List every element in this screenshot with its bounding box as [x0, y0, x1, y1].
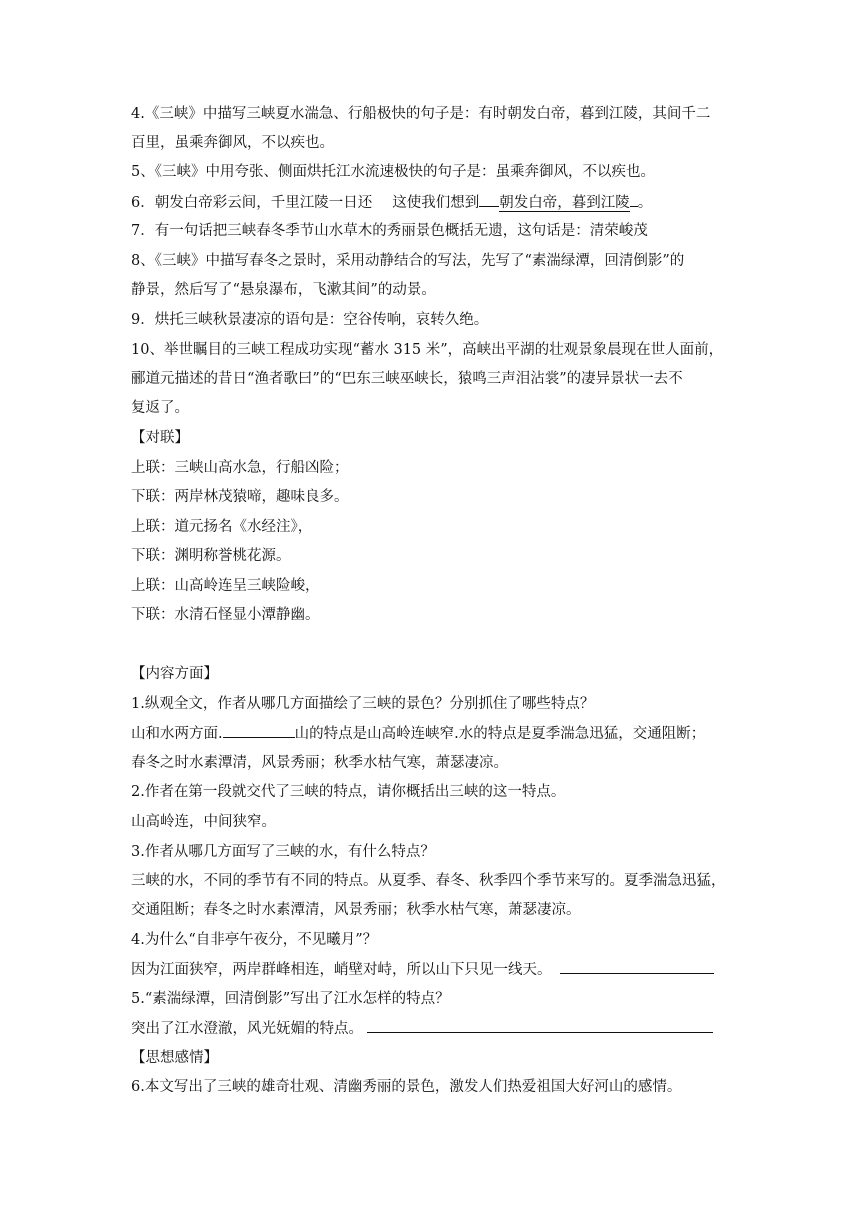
answer-1-blank — [223, 723, 295, 738]
answer-5-text: 突出了江水澄澈，风光妩媚的特点。 — [131, 1021, 363, 1037]
question-4: 4.为什么“自非亭午夜分，不见曦月”？ — [131, 932, 378, 948]
answer-2: 山高岭连，中间狭窄。 — [131, 814, 276, 830]
couplet-3-upper: 上联：山高岭连呈三峡险峻， — [131, 578, 320, 594]
couplet-3-lower: 下联：水清石怪显小潭静幽。 — [131, 607, 320, 623]
item-6-period: 。 — [637, 195, 653, 211]
item-9: 9．烘托三峡秋景凄凉的语句是：空谷传响，哀转久绝。 — [131, 312, 489, 328]
question-3: 3.作者从哪几方面写了三峡的水，有什么特点？ — [131, 844, 435, 860]
item-6-blank-lead — [479, 192, 499, 207]
answer-1-rest: 山的特点是山高岭连峡窄.水的特点是夏季湍急迅猛，交通阻断； — [294, 726, 706, 742]
content-heading: 【内容方面】 — [131, 666, 218, 682]
item-6 — [131, 192, 731, 213]
couplets-heading: 【对联】 — [131, 430, 189, 446]
item-6-answer: 朝发白帝，暮到江陵 — [499, 195, 630, 211]
answer-4 — [131, 959, 731, 980]
thought-heading: 【思想感情】 — [131, 1050, 218, 1066]
question-5: 5.“素湍绿潭，回清倒影”写出了江水怎样的特点？ — [131, 991, 450, 1007]
answer-1-line-2: 春冬之时水素潭清，风景秀丽；秋季水枯气寒，萧瑟凄凉。 — [131, 755, 508, 771]
item-4-line-2: 百里，虽乘奔御风，不以疾也。 — [131, 135, 334, 151]
item-8-line-2: 静景，然后写了“悬泉瀑布，飞漱其间”的动景。 — [131, 282, 436, 298]
couplet-1-upper: 上联：三峡山高水急，行船凶险； — [131, 460, 349, 476]
item-6-blank-tail — [630, 192, 638, 207]
item-8-line-1: 8、《三峡》中描写春冬之景时，采用动静结合的写法，先写了“素湍绿潭，回清倒影”的 — [131, 253, 685, 269]
answer-5 — [131, 1018, 731, 1039]
item-5: 5、《三峡》中用夸张、侧面烘托江水流速极快的句子是：虽乘奔御风，不以疾也。 — [131, 164, 655, 180]
answer-1-line-1 — [131, 723, 731, 744]
question-1: 1.纵观全文，作者从哪几方面描绘了三峡的景色？分别抓住了哪些特点？ — [131, 696, 595, 712]
answer-5-blank — [367, 1018, 713, 1033]
answer-1-start: 山和水两方面. — [131, 726, 223, 742]
item-10-line-3: 复返了。 — [131, 400, 189, 416]
couplet-2-lower: 下联：渊明称誉桃花源。 — [131, 548, 291, 564]
item-10-line-1: 10、举世瞩目的三峡工程成功实现“蓄水 315 米”，高峡出平湖的壮观景象晨现在世人面前， — [131, 342, 724, 358]
item-10-line-2: 郦道元描述的昔日“渔者歌曰”的“巴东三峡巫峡长，猿鸣三声泪沾裳”的凄异景状一去不 — [131, 371, 683, 387]
answer-4-blank — [560, 959, 714, 974]
item-6-prompt: 这使我们想到 — [392, 195, 480, 211]
answer-3-line-2: 交通阻断；春冬之时水素潭清，风景秀丽；秋季水枯气寒，萧瑟凄凉。 — [131, 902, 581, 918]
answer-3-line-1: 三峡的水，不同的季节有不同的特点。从夏季、春冬、秋季四个季节来写的。夏季湍急迅猛， — [131, 873, 726, 889]
item-6-poem: 6．朝发白帝彩云间，千里江陵一日还 — [131, 195, 373, 211]
couplet-1-lower: 下联：两岸林茂猿啼，趣味良多。 — [131, 489, 349, 505]
question-6: 6.本文写出了三峡的雄奇壮观、清幽秀丽的景色，激发人们热爱祖国大好河山的感情。 — [131, 1079, 682, 1095]
item-4-line-1: 4.《三峡》中描写三峡夏水湍急、行船极快的句子是：有时朝发白帝，暮到江陵，其间千二 — [131, 106, 711, 122]
answer-4-text: 因为江面狭窄，两岸群峰相连，峭壁对峙，所以山下只见一线天。 — [131, 962, 552, 978]
item-7: 7．有一句话把三峡春冬季节山水草木的秀丽景色概括无遗，这句话是：清荣峻茂 — [131, 223, 648, 239]
question-2: 2.作者在第一段就交代了三峡的特点，请你概括出三峡的这一特点。 — [131, 784, 566, 800]
couplet-2-upper: 上联：道元扬名《水经注》， — [131, 519, 313, 535]
